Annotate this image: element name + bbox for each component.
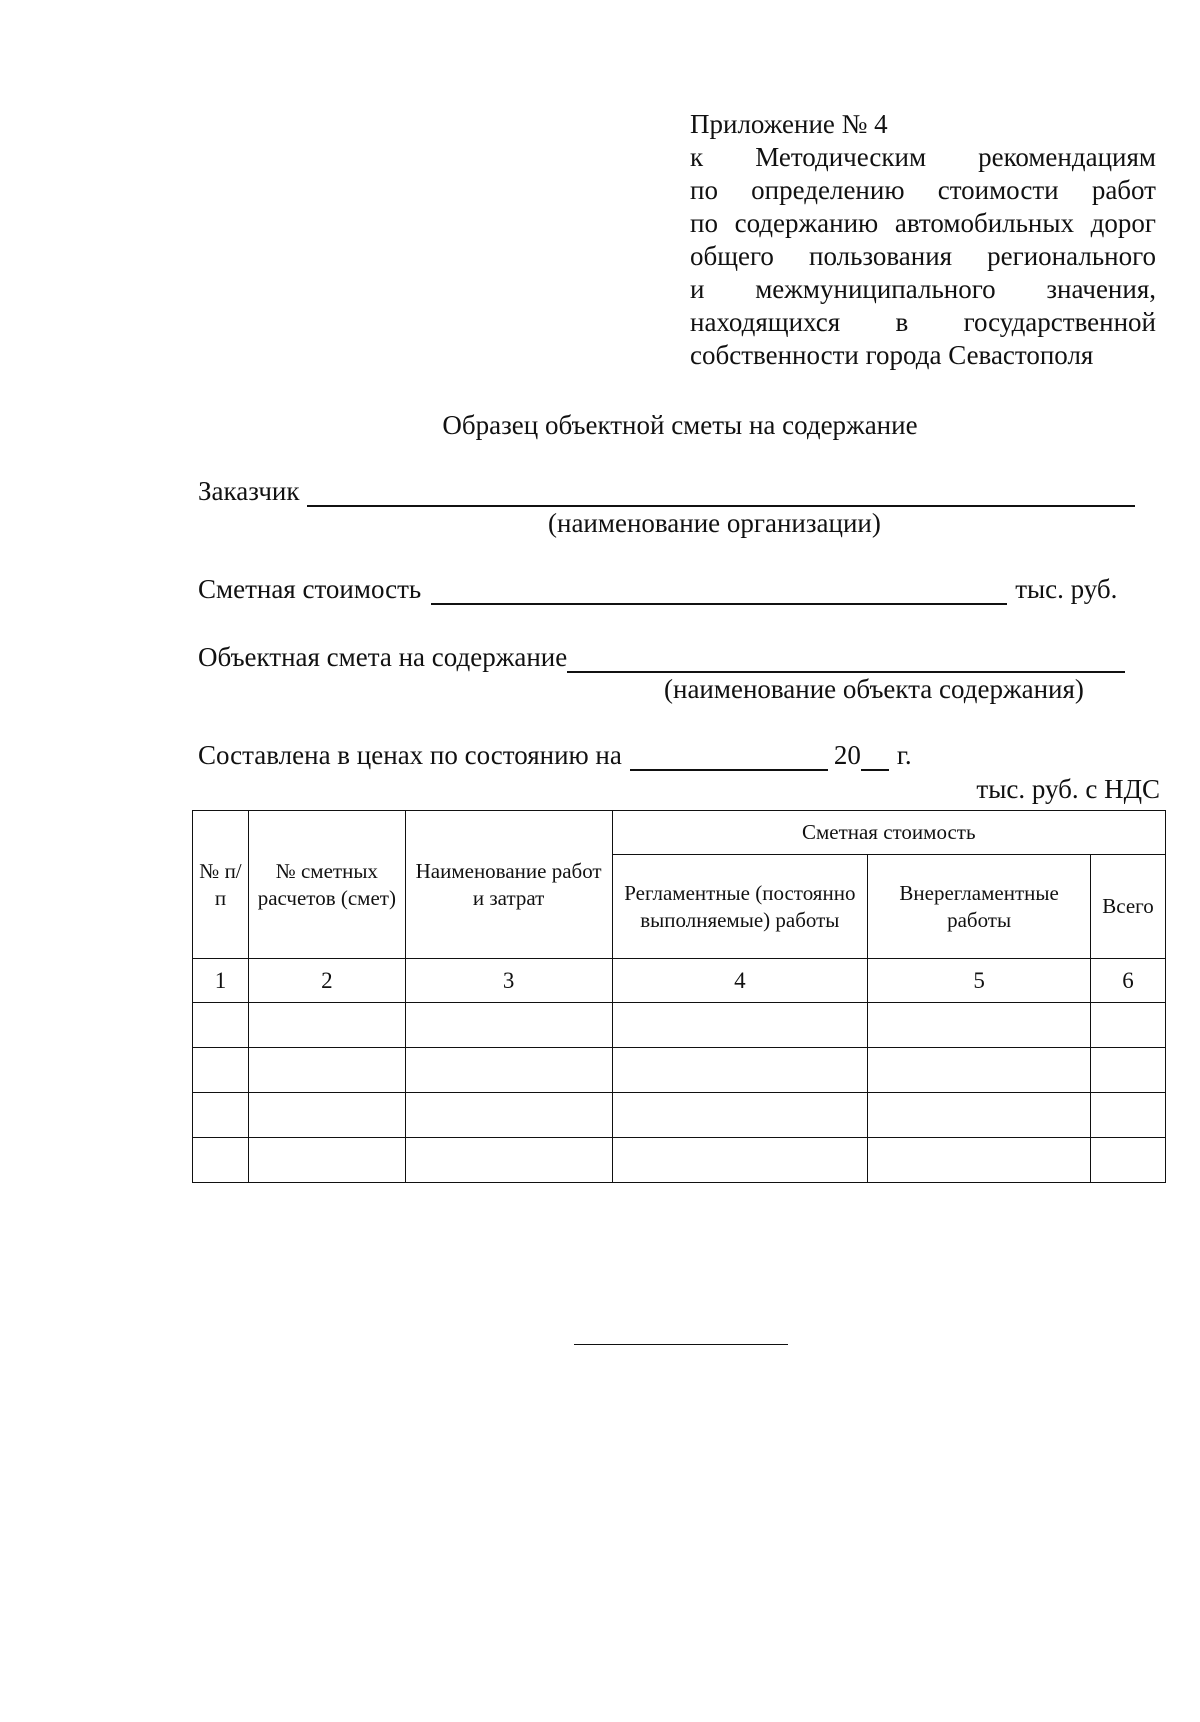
customer-field[interactable] [307,479,1135,507]
table-cell[interactable] [193,1093,249,1138]
appendix-word: и [690,274,705,304]
appendix-word: регионального [987,241,1156,271]
appendix-line [690,207,1156,240]
appendix-word: автомобильных [894,208,1075,238]
appendix-word: определению [751,175,905,205]
table-cell[interactable] [868,1003,1091,1048]
table-cell[interactable] [612,1003,868,1048]
object-estimate-row [198,642,1125,673]
table-cell[interactable] [248,1093,405,1138]
table-cell[interactable] [193,1003,249,1048]
table-cell[interactable] [405,1138,612,1183]
column-number: 1 [193,959,249,1003]
estimated-cost-unit: тыс. руб. [1015,574,1118,604]
appendix-line [690,141,1156,174]
appendix-word: собственности города Севастополя [690,340,1094,370]
appendix-word: значения, [1046,274,1156,304]
table-cell[interactable] [248,1048,405,1093]
table-cell[interactable] [1091,1003,1166,1048]
table-cell[interactable] [868,1048,1091,1093]
column-number: 5 [868,959,1091,1003]
appendix-word: находящихся [690,307,841,337]
object-estimate-hint: (наименование объекта содержания) [664,674,1084,704]
appendix-word: стоимости [937,175,1059,205]
table-row [193,1048,1166,1093]
year-prefix: 20 [833,740,861,770]
table-cell[interactable] [1091,1093,1166,1138]
header-calc-num: № сметных расчетов (смет) [248,811,405,959]
header-regulated-works: Регламентные (постоянно выполняемые) работы [612,855,868,959]
table-cell[interactable] [248,1138,405,1183]
column-number-row [193,959,1166,1003]
estimated-cost-field[interactable] [431,577,1007,605]
appendix-word: Методическим [755,142,927,172]
table-unit: тыс. руб. с НДС [976,774,1160,804]
header-total: Всего [1091,855,1166,959]
bottom-divider [574,1344,788,1345]
object-estimate-field[interactable] [567,645,1125,673]
table-cell[interactable] [612,1093,868,1138]
table-cell[interactable] [193,1138,249,1183]
appendix-line [690,306,1156,339]
prices-as-of-label: Составлена в ценах по состоянию на [198,740,622,770]
table-row [193,1003,1166,1048]
year-suffix: г. [896,740,912,770]
year-field[interactable] [861,743,889,771]
appendix-block [690,108,1156,372]
appendix-word: дорог [1090,208,1156,238]
appendix-line [690,108,1156,141]
table-row [193,1138,1166,1183]
header-num: № п/п [193,811,249,959]
appendix-word: по [690,208,718,238]
customer-label: Заказчик [198,476,300,506]
appendix-word: содержанию [734,208,879,238]
prices-date-field[interactable] [630,743,828,771]
column-number: 3 [405,959,612,1003]
appendix-line [690,273,1156,306]
appendix-line [690,174,1156,207]
appendix-word: государственной [963,307,1156,337]
table-cell[interactable] [612,1138,868,1183]
appendix-word: рекомендациям [978,142,1156,172]
estimate-table [192,810,1166,1183]
appendix-line [690,339,1156,372]
table-row [193,1093,1166,1138]
estimated-cost-row [198,574,1117,605]
table-cell[interactable] [248,1003,405,1048]
customer-hint: (наименование организации) [548,508,881,538]
appendix-word: в [895,307,909,337]
table-cell[interactable] [193,1048,249,1093]
document-title: Образец объектной сметы на содержание [442,410,918,440]
table-cell[interactable] [405,1048,612,1093]
appendix-line [690,240,1156,273]
table-cell[interactable] [1091,1138,1166,1183]
appendix-word: межмуниципального [755,274,996,304]
appendix-word: пользования [809,241,953,271]
table-cell[interactable] [405,1093,612,1138]
header-work-name: Наименование работ и затрат [405,811,612,959]
column-number: 4 [612,959,868,1003]
header-estimated-cost: Сметная стоимость [612,811,1165,855]
table-cell[interactable] [868,1093,1091,1138]
appendix-word: Приложение № 4 [690,109,888,139]
table-cell[interactable] [1091,1048,1166,1093]
object-estimate-label: Объектная смета на содержание [198,642,568,672]
customer-row [198,476,1135,507]
estimated-cost-label: Сметная стоимость [198,574,422,604]
table-cell[interactable] [612,1048,868,1093]
appendix-word: общего [690,241,774,271]
table-cell[interactable] [868,1138,1091,1183]
prices-as-of-row [198,740,912,771]
appendix-word: по [690,175,718,205]
table-cell[interactable] [405,1003,612,1048]
header-unregulated-works: Внерегламентные работы [868,855,1091,959]
appendix-word: к [690,142,704,172]
column-number: 2 [248,959,405,1003]
column-number: 6 [1091,959,1166,1003]
appendix-word: работ [1091,175,1156,205]
